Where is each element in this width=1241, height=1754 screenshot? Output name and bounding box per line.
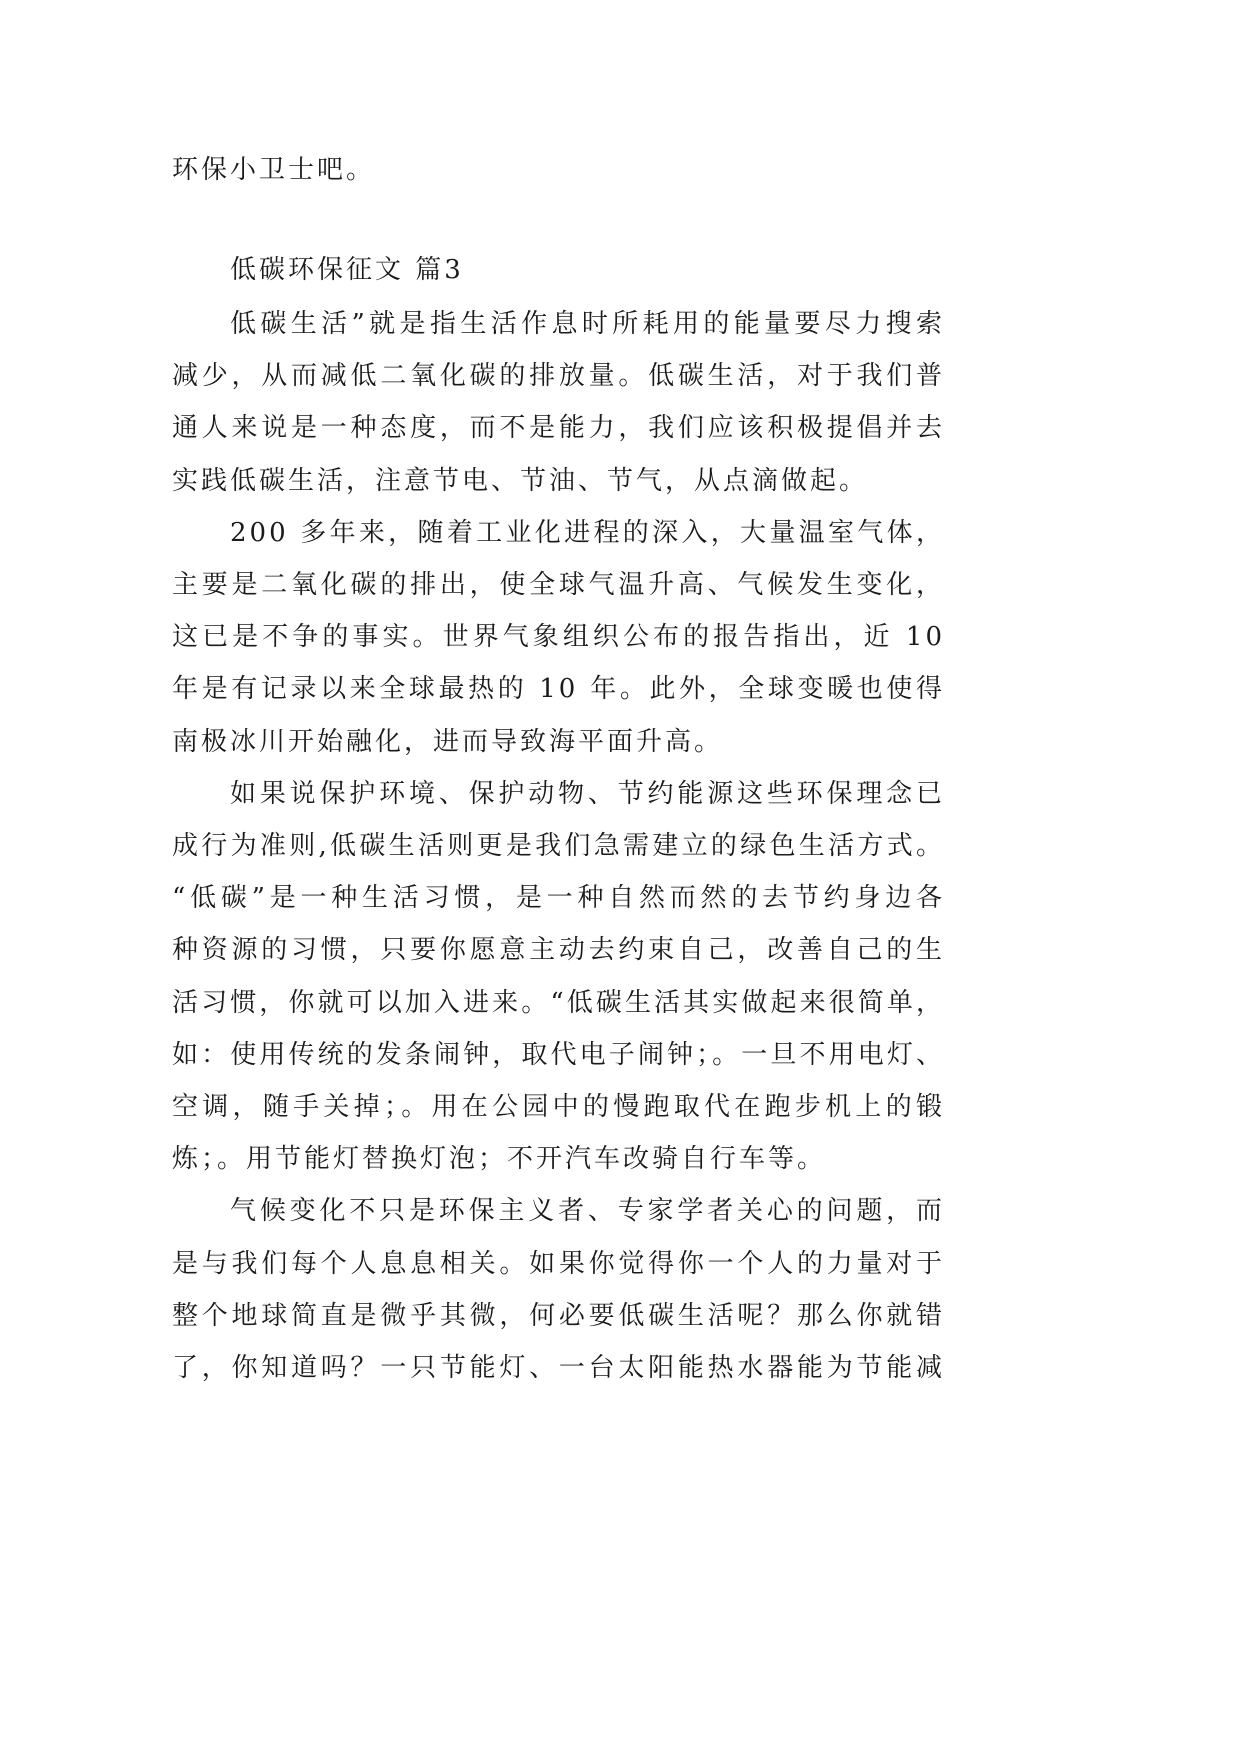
- text-line: 200 多年来，随着工业化进程的深入，大量温室气体，: [230, 518, 945, 548]
- text-line: 成行为准则,低碳生活则更是我们急需建立的绿色生活方式。: [172, 831, 945, 861]
- text-line: 年是有记录以来全球最热的 10 年。此外，全球变暖也使得: [172, 674, 945, 704]
- text-line: 炼；。用节能灯替换灯泡；不开汽车改骑自行车等。: [172, 1144, 827, 1174]
- text-line: 如果说保护环境、保护动物、节约能源这些环保理念已: [230, 779, 945, 809]
- text-line: 空调，随手关掉；。用在公园中的慢跑取代在跑步机上的锻: [172, 1092, 945, 1122]
- text-line: 活习惯，你就可以加入进来。“低碳生活其实做起来很简单，: [172, 988, 945, 1018]
- text-line: “低碳”是一种生活习惯，是一种自然而然的去节约身边各: [172, 883, 945, 913]
- text-line: 如：使用传统的发条闹钟，取代电子闹钟；。一旦不用电灯、: [172, 1040, 945, 1070]
- text-line: 这已是不争的事实。世界气象组织公布的报告指出，近 10: [172, 622, 945, 652]
- carryover-line: 环保小卫士吧。: [172, 155, 376, 185]
- text-line: 种资源的习惯，只要你愿意主动去约束自己，改善自己的生: [172, 935, 945, 965]
- text-line: 南极冰川开始融化，进而导致海平面升高。: [172, 727, 724, 757]
- text-line: 低碳生活”就是指生活作息时所耗用的能量要尽力搜索: [230, 309, 945, 339]
- text-line: 气候变化不只是环保主义者、专家学者关心的问题，而: [230, 1196, 945, 1226]
- text-line: 主要是二氧化碳的排出，使全球气温升高、气候发生变化，: [172, 570, 945, 600]
- section-heading: 低碳环保征文 篇3: [230, 255, 464, 285]
- text-line: 实践低碳生活，注意节电、节油、节气，从点滴做起。: [172, 466, 869, 496]
- text-line: 通人来说是一种态度，而不是能力，我们应该积极提倡并去: [172, 413, 945, 443]
- text-line: 了，你知道吗？一只节能灯、一台太阳能热水器能为节能减: [172, 1353, 945, 1383]
- text-line: 是与我们每个人息息相关。如果你觉得你一个人的力量对于: [172, 1249, 945, 1279]
- text-line: 减少，从而减低二氧化碳的排放量。低碳生活，对于我们普: [172, 361, 945, 391]
- text-line: 整个地球简直是微乎其微，何必要低碳生活呢？那么你就错: [172, 1301, 945, 1331]
